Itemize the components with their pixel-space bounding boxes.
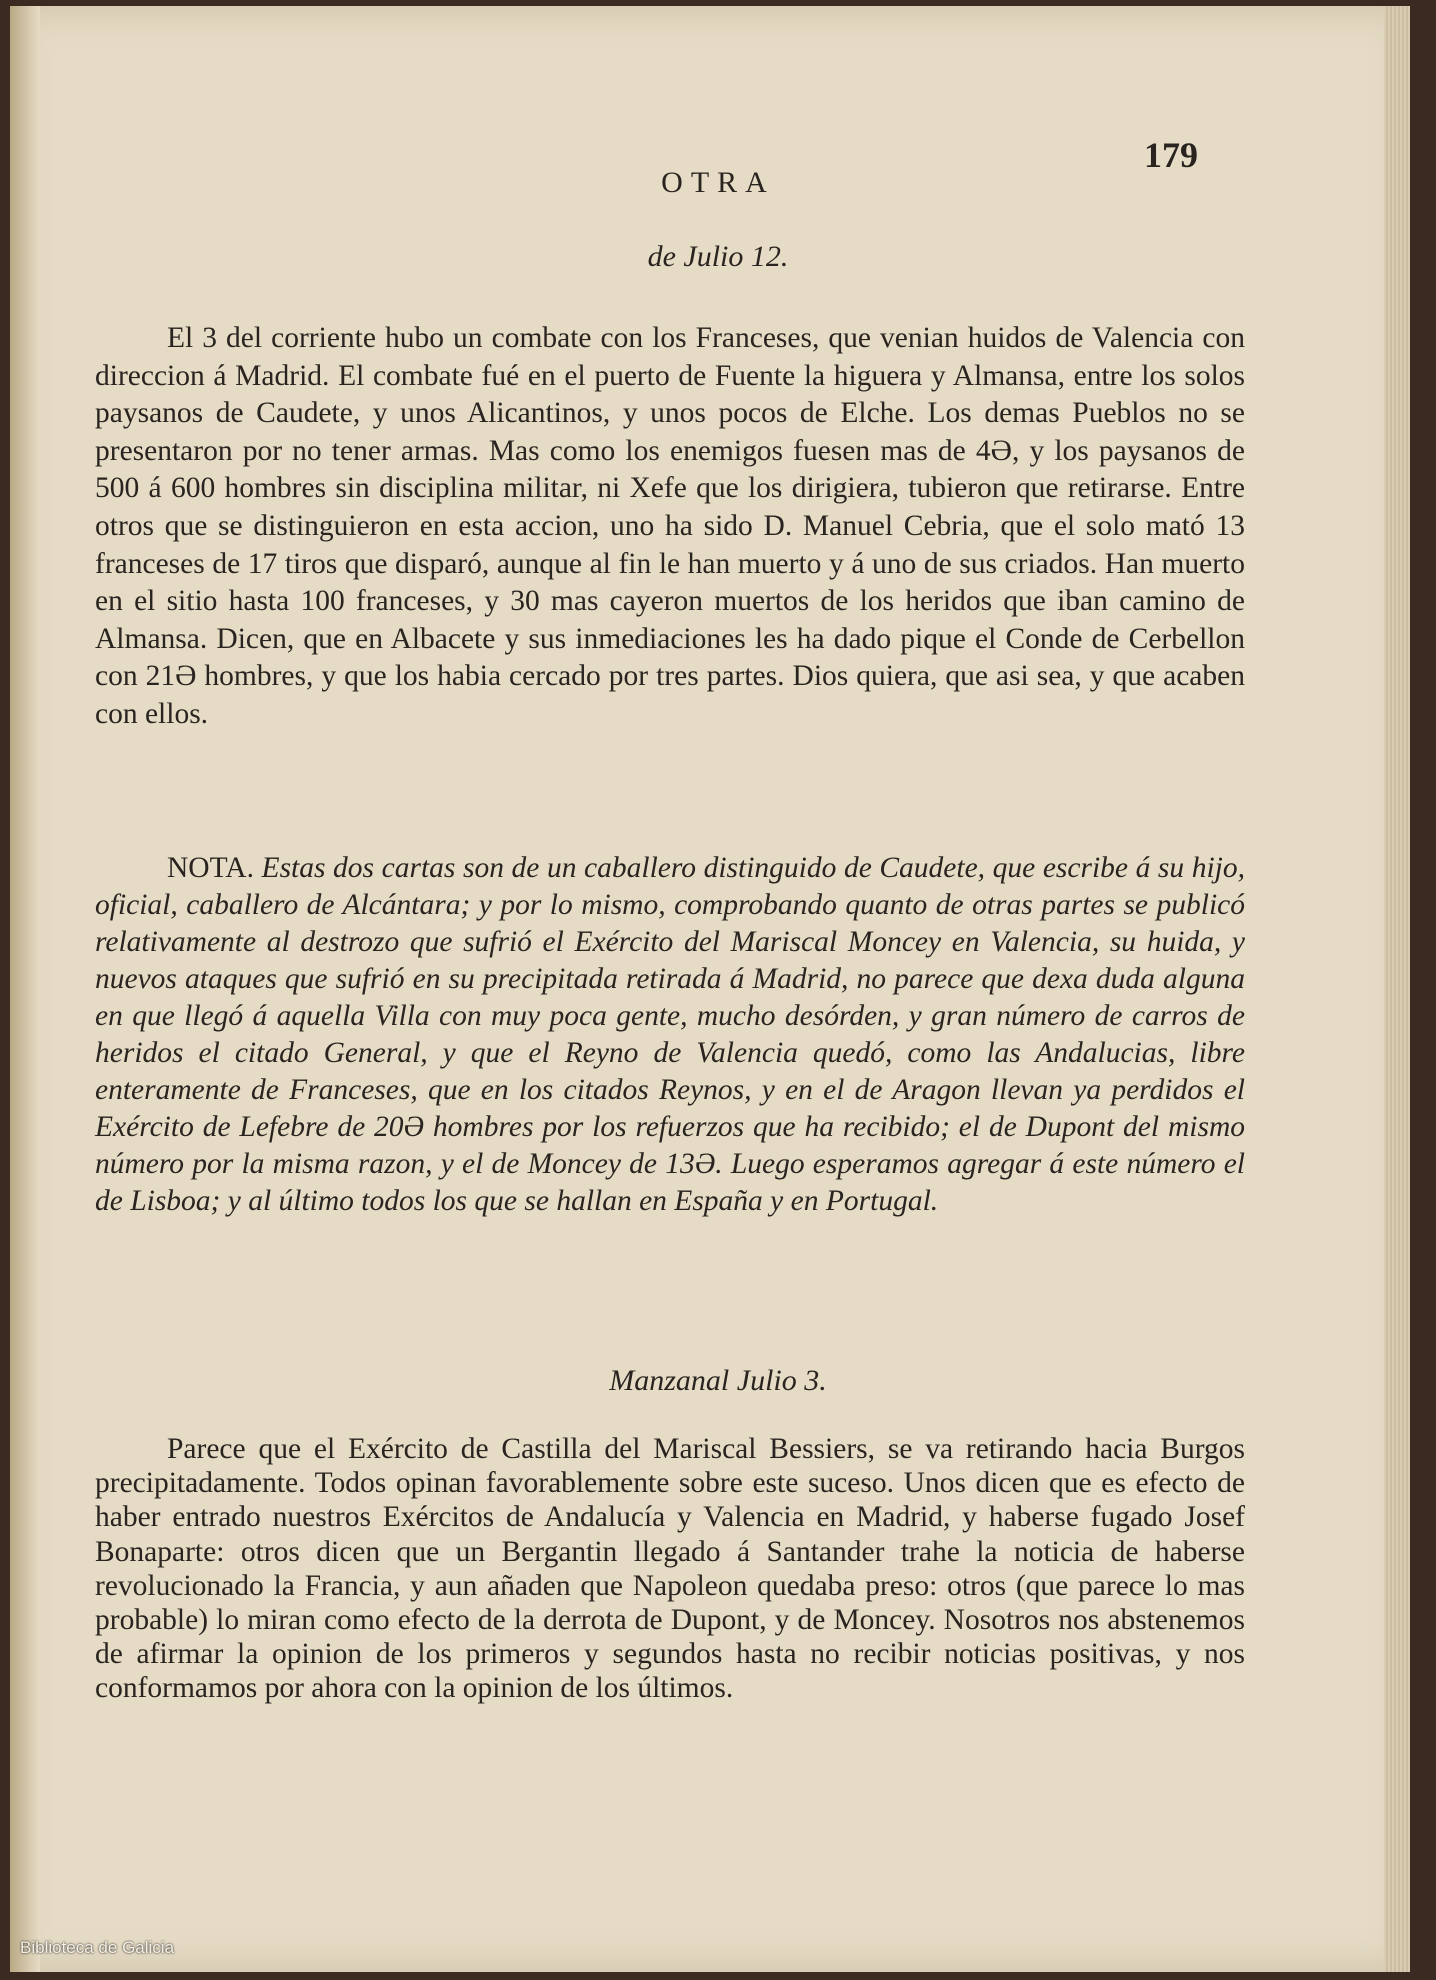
letter-paragraph	[95, 320, 1245, 734]
page-gutter	[10, 6, 40, 1972]
library-watermark: Biblioteca de Galicia	[20, 1938, 175, 1957]
page-number: 179	[1144, 135, 1198, 175]
nota-label: NOTA.	[167, 852, 254, 884]
paragraph-text: El 3 del corriente hubo un combate con los Franceses, que venian huidos de Valencia con direccion á Madrid. El combate fué en el puerto de Fuente la higuera y Almansa, entre los solos paysanos de Caudete, y unos Alicantinos, y unos pocos de Elche. Los demas Pueblos no se presentaron por no tener armas. Mas como los enemigos fuesen mas de 4Ə, y los paysanos de 500 á 600 hombres sin disciplina militar, ni Xefe que los dirigiera, tubieron que retirarse. Entre otros que se distinguieron en esta accion, uno ha sido D. Manuel Cebria, que el solo mató 13 franceses de 17 tiros que disparó, aunque al fin le han muerto y á uno de sus criados. Han muerto en el sitio hasta 100 franceses, y 30 mas cayeron muertos de los heridos que iban camino de Almansa. Dicen, que en Albacete y sus inmediaciones les ha dado pique el Conde de Cerbellon con 21Ə hombres, y que los habia cercado por tres partes. Dios quiera, que asi sea, y que acaben con ellos.	[95, 322, 1245, 730]
nota-paragraph	[95, 850, 1245, 1220]
dateline-text: de Julio 12.	[647, 240, 789, 273]
dateline	[0, 240, 1436, 274]
nota-text: Estas dos cartas son de un caballero distinguido de Caudete, que escribe á su hijo, oficial, caballero de Alcántara; y por lo mismo, comprobando quanto de otras partes se publicó relativamente al destrozo que sufrió el Exército del Mariscal Moncey en Valencia, su huida, y nuevos ataques que sufrió en su precipitada retirada á Madrid, no parece que dexa duda alguna en que llegó á aquella Villa con muy poca gente, mucho desórden, y gran número de carros de heridos el citado General, y que el Reyno de Valencia quedó, como las Andalucias, libre enteramente de Franceses, que en los citados Reynos, y en el de Aragon llevan ya perdidos el Exército de Lefebre de 20Ə hombres por los refuerzos que ha recibido; el de Dupont del mismo número por la misma razon, y el de Moncey de 13Ə. Luego esperamos agregar á este número el de Lisboa; y al último todos los que se hallan en España y en Portugal.	[95, 852, 1246, 1217]
paragraph-text: Parece que el Exército de Castilla del Mariscal Bessiers, se va retirando hacia Burgos precipitadamente. Todos opinan favorablemente sobre este suceso. Unos dicen que es efecto de haber entrado nuestros Exércitos de Andalucía y Valencia en Madrid, y haberse fugado Josef Bonaparte: otros dicen que un Bergantin llegado á Santander trahe la noticia de haberse revolucionado la Francia, y aun añaden que Napoleon quedaba preso: otros (que parece lo mas probable) lo miran como efecto de la derrota de Dupont, y de Moncey. Nosotros nos abstenemos de afirmar la opinion de los primeros y segundos hasta no recibir noticias positivas, y nos conformamos por ahora con la opinion de los últimos.	[95, 1433, 1245, 1705]
nota-body	[95, 850, 1245, 1220]
report-paragraph	[95, 1432, 1245, 1706]
section-heading: OTRA	[661, 166, 775, 199]
sub-dateline: Manzanal Julio 3.	[609, 1364, 827, 1397]
page-edge	[1384, 6, 1410, 1972]
